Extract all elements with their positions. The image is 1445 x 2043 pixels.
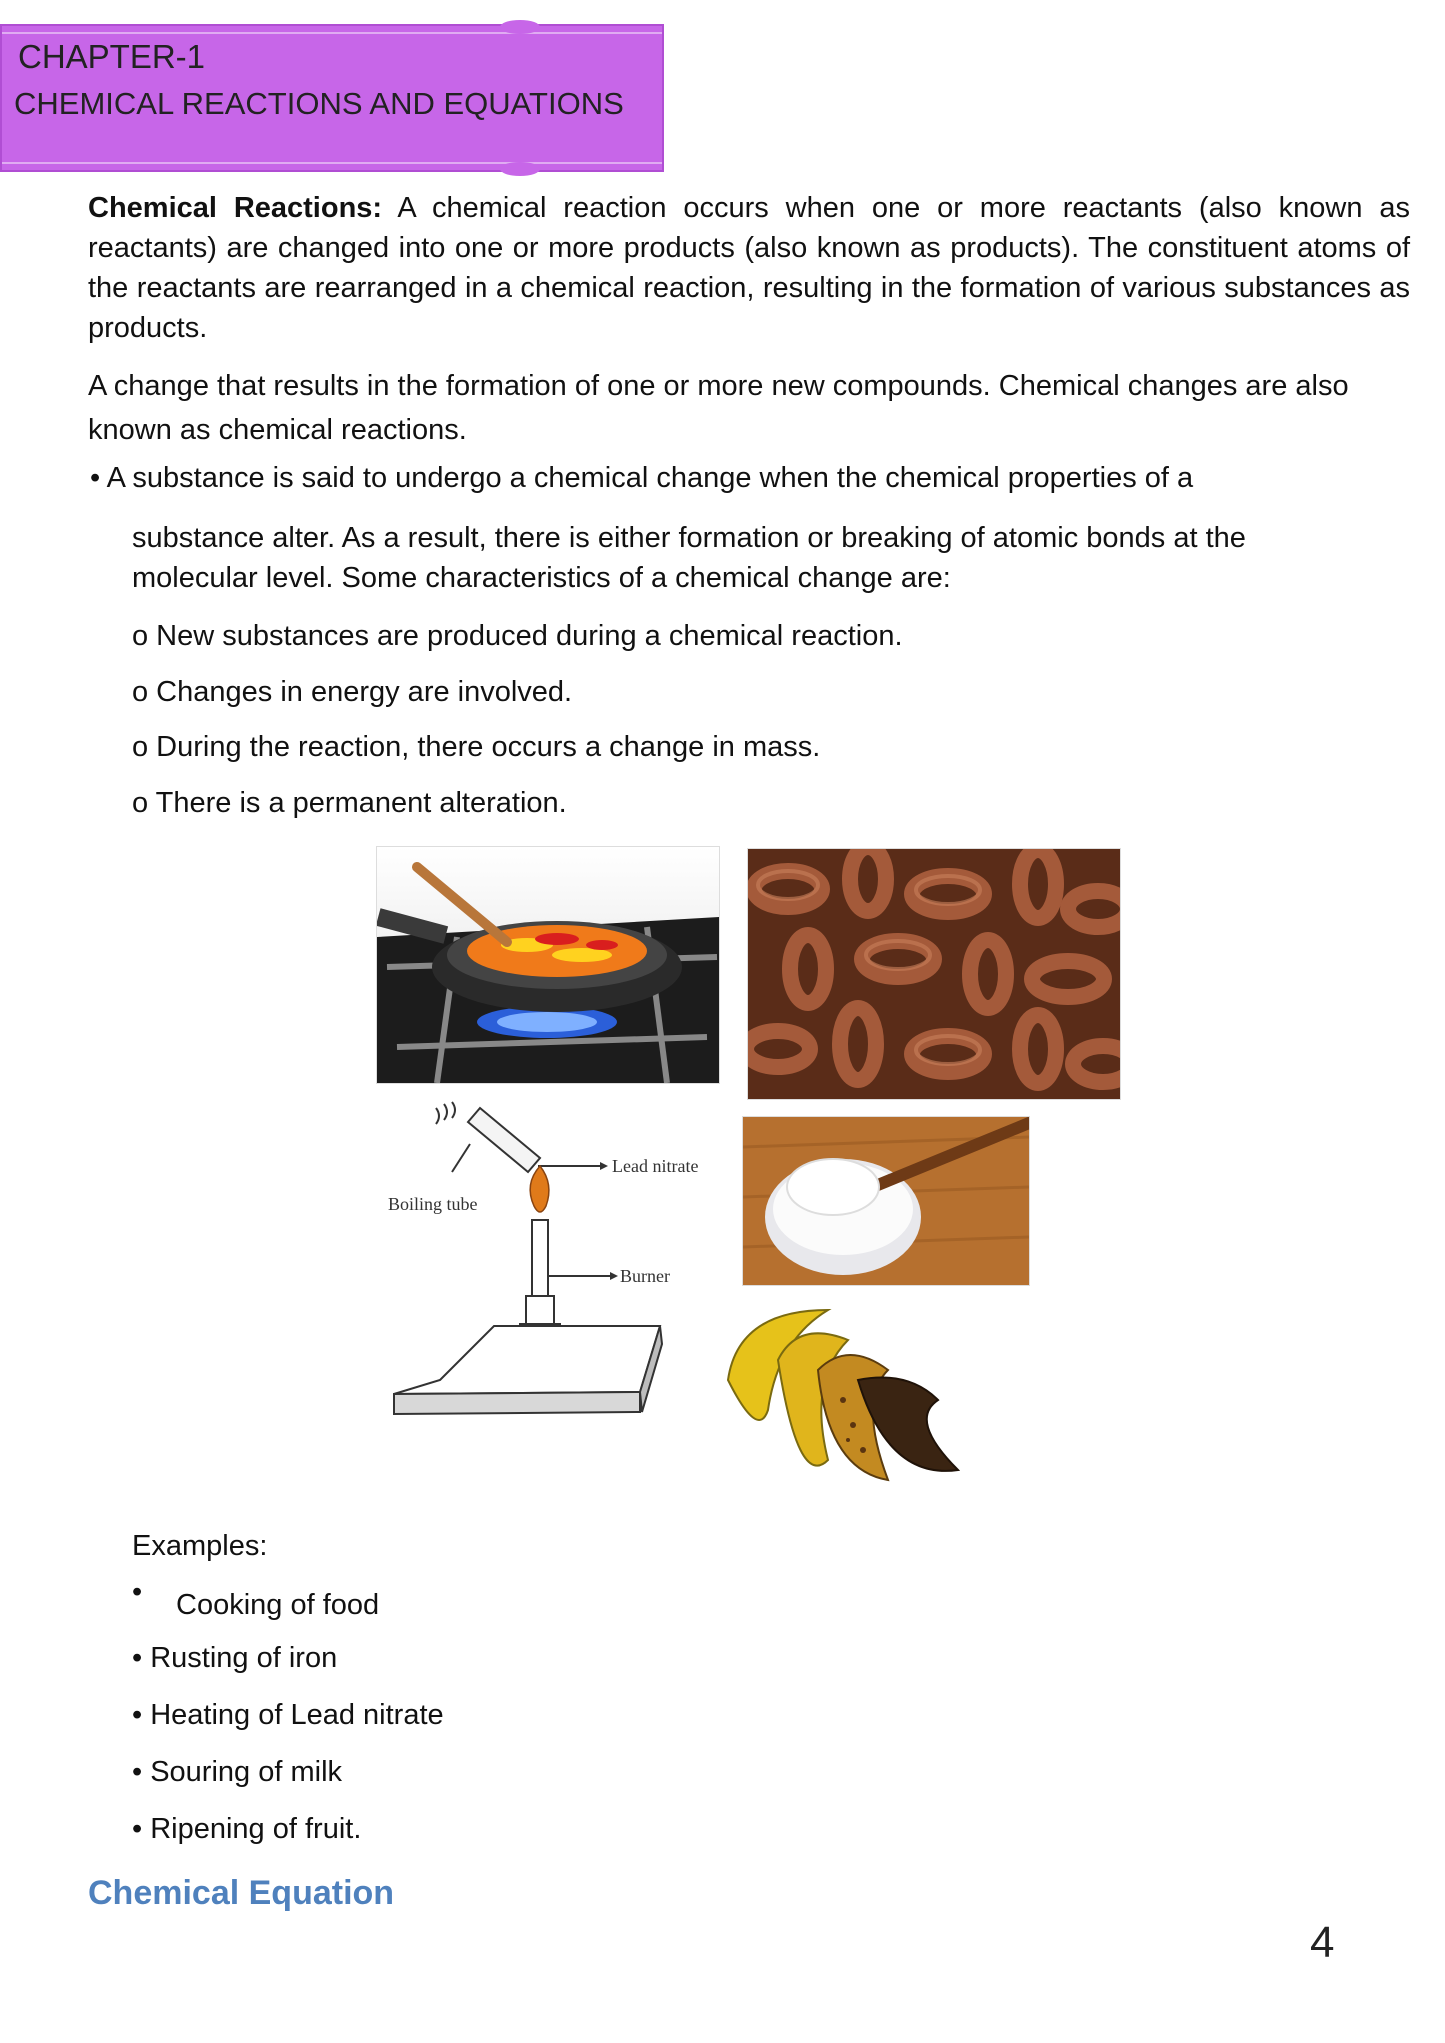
characteristic-item: o Changes in energy are involved. [132, 676, 573, 708]
banner-ornament [500, 162, 540, 176]
example-item: Cooking of food [176, 1589, 380, 1621]
label-boiling-tube: Boiling tube [388, 1194, 478, 1214]
example-item: • Souring of milk [132, 1756, 343, 1788]
characteristic-item: o There is a permanent alteration. [132, 787, 567, 819]
label-burner: Burner [620, 1266, 670, 1286]
bullet-continuation: substance alter. As a result, there is either formation or breaking of atomic bonds at the molecular level. Some characteristics of a chemical change are: [132, 522, 1246, 594]
characteristic-item: o During the reaction, there occurs a change in mass. [132, 731, 821, 763]
section-heading-chemical-equation: Chemical Equation [88, 1874, 395, 1912]
page-number: 4 [1310, 1918, 1335, 1967]
banner-ornament [500, 20, 540, 34]
sour-milk-photo [742, 1116, 1030, 1286]
intro-paragraph [88, 188, 1410, 348]
ripening-bananas-photo [718, 1300, 970, 1496]
chapter-title: CHEMICAL REACTIONS AND EQUATIONS [14, 86, 624, 121]
chapter-number: CHAPTER-1 [18, 38, 206, 75]
cooking-photo [376, 846, 720, 1084]
characteristic-item: o New substances are produced during a chemical reaction. [132, 620, 903, 652]
examples-heading: Examples: [132, 1530, 268, 1562]
rusted-chain-photo [747, 848, 1121, 1100]
definition-paragraph: A change that results in the formation of one or more new compounds. Chemical changes are also known as chemical reactions. [88, 370, 1349, 446]
intro-bold-term: Chemical Reactions: [88, 192, 383, 224]
bullet-intro: • A substance is said to undergo a chemical change when the chemical properties of a [90, 462, 1194, 494]
label-lead-nitrate: Lead nitrate [612, 1156, 699, 1176]
lead-nitrate-diagram [380, 1100, 740, 1440]
example-item: • Rusting of iron [132, 1642, 338, 1674]
example-item: • Ripening of fruit. [132, 1813, 362, 1845]
example-item: • Heating of Lead nitrate [132, 1699, 444, 1731]
example-bullet: • [132, 1576, 143, 1608]
intro-text: A chemical reaction occurs when one or more reactants (also known as reactants) are changed into one or more products (also known as products). The constituent atoms of the reactants are rearranged in a chemical reaction, resulting in the formation of various substances as products. [88, 192, 1410, 344]
